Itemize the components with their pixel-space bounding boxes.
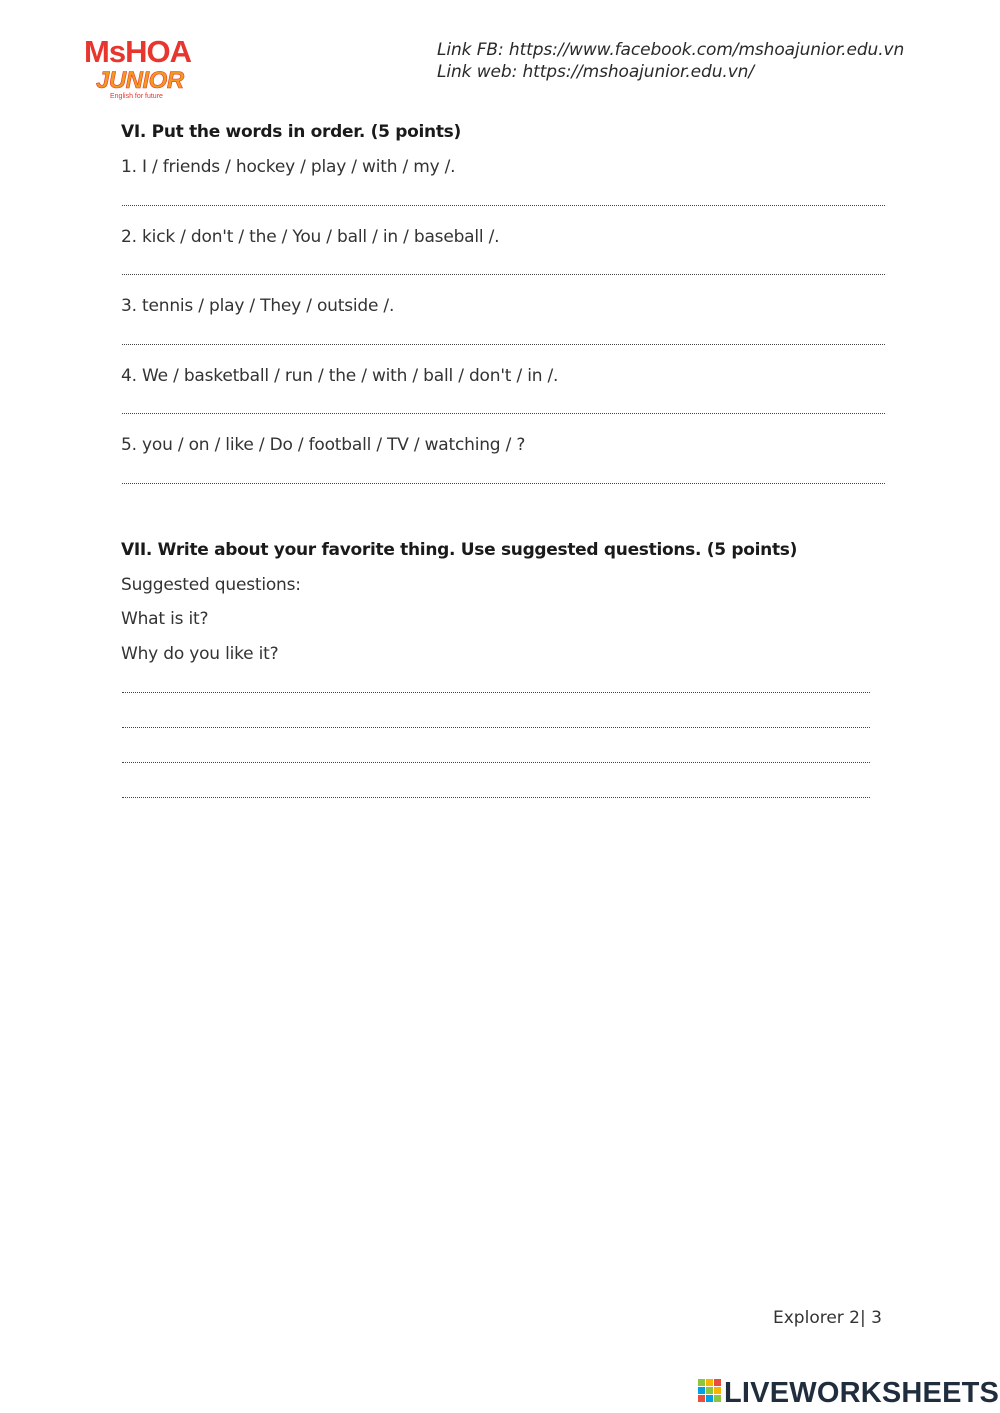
answer-line-3[interactable] — [122, 344, 885, 345]
facebook-link[interactable]: Link FB: https://www.facebook.com/mshoajunior.edu.vn — [437, 40, 905, 60]
suggested-questions-label: Suggested questions: — [121, 575, 301, 595]
website-link[interactable]: Link web: https://mshoajunior.edu.vn/ — [437, 62, 754, 82]
liveworksheets-brand — [698, 1376, 999, 1410]
svg-text:English for future: English for future — [110, 93, 163, 100]
answer-line-5[interactable] — [122, 483, 885, 484]
header-links — [437, 39, 904, 83]
reorder-item-1: 1. I / friends / hockey / play / with / my /. — [121, 157, 456, 177]
reorder-item-3: 3. tennis / play / They / outside /. — [121, 296, 395, 316]
section-6-title: VI. Put the words in order. (5 points) — [121, 122, 461, 142]
liveworksheets-wordmark: LIVEWORKSHEETS — [724, 1376, 1000, 1409]
writing-line-1[interactable] — [122, 692, 870, 693]
reorder-item-2: 2. kick / don't / the / You / ball / in / baseball /. — [121, 227, 500, 247]
page-number: Explorer 2| 3 — [773, 1308, 882, 1328]
answer-line-2[interactable] — [122, 274, 885, 275]
suggested-question-1: What is it? — [121, 609, 209, 629]
writing-line-3[interactable] — [122, 762, 870, 763]
reorder-item-5: 5. you / on / like / Do / football / TV / watching / ? — [121, 435, 526, 455]
section-7-title: VII. Write about your favorite thing. Use suggested questions. (5 points) — [121, 540, 798, 560]
writing-line-4[interactable] — [122, 797, 870, 798]
answer-line-4[interactable] — [122, 413, 885, 414]
svg-text:JUNIOR: JUNIOR — [96, 67, 184, 94]
liveworksheets-icon — [698, 1379, 722, 1407]
answer-line-1[interactable] — [122, 205, 885, 206]
suggested-question-2: Why do you like it? — [121, 644, 279, 664]
reorder-item-4: 4. We / basketball / run / the / with / ball / don't / in /. — [121, 366, 559, 386]
writing-line-2[interactable] — [122, 727, 870, 728]
mshoa-junior-logo — [84, 34, 214, 102]
svg-text:MsHOA: MsHOA — [84, 34, 191, 69]
